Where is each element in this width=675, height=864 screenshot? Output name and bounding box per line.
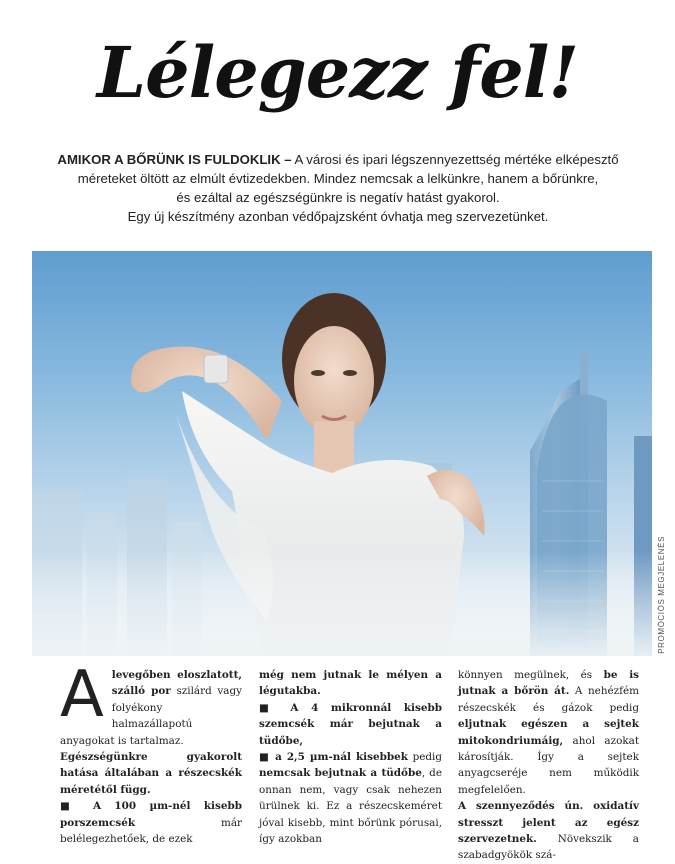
col1-paragraph-3 <box>60 798 242 847</box>
col3-p1-c: A nehézfém részecskék és gázok pedig <box>458 685 639 714</box>
col1-p3-rest: már belélegezhetőek, de ezek <box>60 816 242 846</box>
col3-p2-rest: Növekszik a szabadgyökök szá- <box>458 833 639 862</box>
col3-p1-e: ahol azokat károsítják. Így a sejtek anyagcseréje nem működik megfelelően. <box>458 734 639 796</box>
drop-cap: A <box>60 658 104 732</box>
photo-credit: PROMÓCIÓS MEGJELENÉS <box>657 536 666 654</box>
col1-p3-bold: ■ A 100 µm-nél kisebb porszemcsék <box>60 800 242 829</box>
body-column-1 <box>60 658 242 847</box>
lead-text-4: Egy új készítmény azonban védőpajzsként óvhatja meg szervezetünket. <box>127 209 549 224</box>
lead-text-2: méreteket öltött az elmúlt évtizedekben. Mindez nemcsak a lelkünkre, hanem a bőrünkre, <box>77 171 599 186</box>
article-lead <box>48 150 628 226</box>
col2-p3-a: ■ a 2,5 µm-nál <box>259 751 356 764</box>
hero-illustration <box>32 251 652 656</box>
lead-text-1: A városi és ipari légszennyezettség mértéke elképesztő <box>291 152 619 167</box>
col3-p2-bold: A szennyeződés ún. oxidatív stresszt jelent az egész szervezetnek. <box>458 800 639 846</box>
body-column-3 <box>458 667 639 862</box>
lead-text-3: és ezáltal az egészségünkre is negatív hatást gyakorol. <box>176 190 500 205</box>
col1-p1-bold: levegőben eloszlatott, szálló por <box>111 669 242 698</box>
col2-paragraph-2: ■ A 4 mikronnál kisebb szemcsék már bejutnak a tüdőbe, <box>259 701 442 747</box>
article-headline: Lélegezz fel! <box>96 31 579 114</box>
col3-p1-a: könnyen megülnek, és <box>458 669 604 681</box>
hero-photo <box>32 251 652 656</box>
lead-kicker: AMIKOR A BŐRÜNK IS FULDOKLIK – <box>57 152 292 167</box>
col3-paragraph-2 <box>458 798 639 864</box>
col2-p3-rest: , de onnan nem, vagy csak nehezen ürülnek ki. Ez a részecskeméret jóval kisebb, mint bőrünk pórusai, így azokban <box>259 767 442 846</box>
col2-p3-b: kisebbek <box>355 751 408 764</box>
col1-p1-rest: szilárd vagy folyékony halmazállapotú anyagokat is tartalmaz. <box>60 685 242 747</box>
col3-p1-d: eljutnak egészen a sejtek mitokondriumáig, <box>458 718 639 747</box>
col2-paragraph-1: még nem jutnak le mélyen a légutakba. <box>259 669 442 698</box>
col3-p1-b: be is jutnak a bőrön át. <box>458 669 639 698</box>
col2-p3-d: nemcsak bejutnak a tüdőbe <box>259 767 422 780</box>
col3-paragraph-1 <box>458 667 639 798</box>
col2-p3-c: pedig <box>407 751 442 764</box>
col2-paragraph-3 <box>259 749 442 847</box>
body-column-2 <box>259 667 442 847</box>
col1-paragraph-2: Egészségünkre gyakorolt hatása általában a részecskék méretétől függ. <box>60 751 242 796</box>
